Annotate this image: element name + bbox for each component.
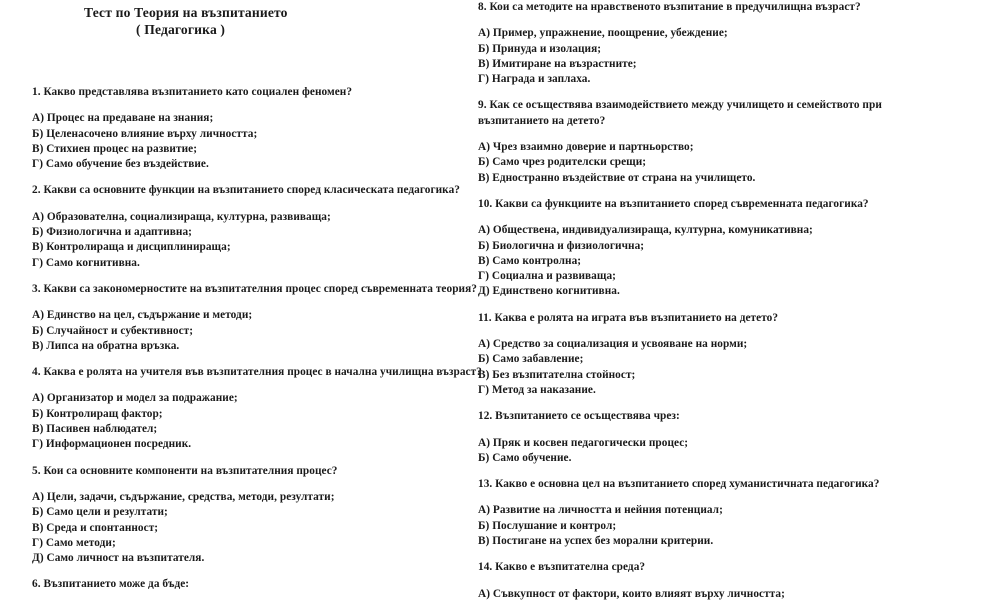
question-block [478,560,954,602]
question-block [32,85,460,172]
answer-option[interactable]: Д) Само личност на възпитателя. [32,552,205,565]
answer-option[interactable]: Б) Биологична и физиологична; [478,239,645,252]
question-text: 11. Каква е ролята на играта във възпитанието на детето? [478,311,779,324]
title-spacer [32,38,460,85]
answer-option[interactable]: Г) Само когнитивна. [32,256,140,269]
answer-option[interactable]: В) Само контролна; [478,254,582,267]
answer-option[interactable]: Б) Целенасочено влияние върху личността; [32,127,258,140]
answer-option[interactable]: Б) Послушание и контрол; [478,519,617,532]
right-question-list [478,0,954,602]
answer-option[interactable]: А) Пряк и косвен педагогически процес; [478,436,689,449]
answer-option[interactable]: В) Липса на обратна връзка. [32,339,180,352]
answer-option[interactable]: А) Цели, задачи, съдържание, средства, методи, резултати; [32,490,335,503]
question-text: 1. Какво представлява възпитанието като социален феномен? [32,86,353,98]
question-block [32,577,460,592]
question-text: 2. Какви са основните функции на възпитанието според класическата педагогика? [32,184,460,197]
question-text: 8. Кои са методите на нравственото възпитание в предучилищна възраст? [478,1,861,13]
answer-option[interactable]: В) Контролираща и дисциплинираща; [32,241,231,254]
answer-option[interactable]: А) Образователна, социализираща, културна, развиваща; [32,210,331,223]
answer-option[interactable]: А) Съвкупност от фактори, които влияят върху личността; [478,587,785,600]
question-text: 13. Какво е основна цел на възпитанието според хуманистичната педагогика? [478,478,880,491]
answer-option[interactable]: А) Обществена, индивидуализираща, културна, комуникативна; [478,224,813,237]
answer-option[interactable]: А) Пример, упражнение, поощрение, убеждение; [478,27,728,40]
question-text: 5. Кои са основните компоненти на възпитателния процес? [32,464,338,477]
question-block [478,409,954,466]
answer-option[interactable]: Г) Информационен посредник. [32,438,192,451]
question-block [478,197,954,300]
right-column [470,0,1000,600]
answer-option[interactable]: А) Организатор и модел за подражание; [32,392,238,405]
left-column [0,0,482,591]
answer-option[interactable]: Г) Награда и заплаха. [478,73,591,86]
question-block [32,464,460,567]
answer-option[interactable]: Г) Само методи; [32,536,116,549]
answer-option[interactable]: А) Единство на цел, съдържание и методи; [32,309,253,322]
question-block [32,282,477,354]
title-main: Тест по Теория на възпитанието [84,5,288,20]
answer-option[interactable]: Г) Метод за наказание. [478,383,596,396]
answer-option[interactable]: Б) Случайност и субективност; [32,324,194,337]
answer-option[interactable]: Б) Само забавление; [478,353,584,366]
answer-option[interactable]: Б) Принуда и изолация; [478,42,602,55]
question-block [478,0,954,87]
answer-option[interactable]: Б) Контролиращ фактор; [32,407,163,420]
answer-option[interactable]: В) Стихиен процес на развитие; [32,142,198,155]
question-block [478,311,954,398]
answer-option[interactable]: А) Чрез взаимно доверие и партньорство; [478,141,694,154]
question-text: 10. Какви са функциите на възпитанието според съвременната педагогика? [478,197,869,210]
answer-option[interactable]: А) Развитие на личността и нейния потенциал; [478,504,723,517]
question-text: 3. Какви са закономерностите на възпитателния процес според съвременната теория? [32,282,477,295]
question-block [478,477,954,549]
question-block [478,98,954,185]
answer-option[interactable]: В) Пасивен наблюдател; [32,423,158,436]
answer-option[interactable]: Б) Само обучение. [478,451,572,464]
answer-option[interactable]: Б) Само чрез родителски срещи; [478,156,647,169]
question-text: 14. Какво е възпитателна среда? [478,561,646,574]
answer-option[interactable]: В) Постигане на успех без морални критерии. [478,535,714,548]
answer-option[interactable]: Б) Физиологична и адаптивна; [32,226,192,239]
title-subtitle: ( Педагогика ) [136,22,226,37]
answer-option[interactable]: Д) Единствено когнитивна. [478,285,620,298]
answer-option[interactable]: А) Процес на предаване на знания; [32,112,214,125]
question-block [32,183,460,270]
answer-option[interactable]: Б) Само цели и резултати; [32,506,168,519]
answer-option[interactable]: В) Едностранно въздействие от страна на училището. [478,171,756,184]
question-text: 4. Каква е ролята на учителя във възпитателния процес в начална училищна възраст? [32,366,482,379]
question-text: 6. Възпитанието може да бъде: [32,578,190,591]
answer-option[interactable]: Г) Само обучение без въздействие. [32,158,209,171]
question-text: 9. Как се осъществява взаимодействието между училището и семейството при възпитанието на детето? [478,99,882,127]
document-title [32,0,460,38]
answer-option[interactable]: В) Имитиране на възрастните; [478,57,637,70]
answer-option[interactable]: Г) Социална и развиваща; [478,270,616,283]
answer-option[interactable]: А) Средство за социализация и усвояване на норми; [478,338,748,351]
answer-option[interactable]: В) Среда и спонтанност; [32,521,159,534]
question-text: 12. Възпитанието се осъществява чрез: [478,410,680,423]
answer-option[interactable]: В) Без възпитателна стойност; [478,368,636,381]
left-question-list [32,85,482,593]
question-block [32,365,482,452]
